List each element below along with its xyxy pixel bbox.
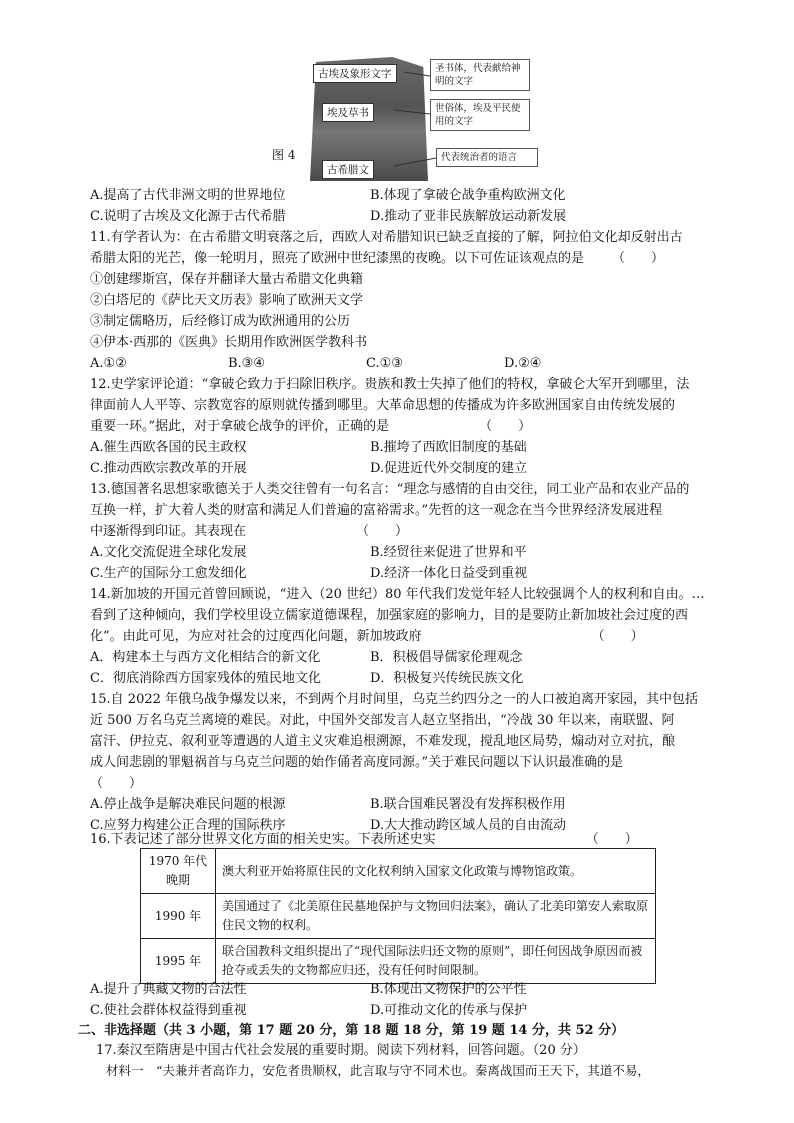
q10-option-b[interactable]: B.体现了拿破仑战争重构欧洲文化	[370, 188, 566, 203]
q15-stem-line: 成人间悲剧的罪魁祸首与乌克兰问题的始作俑者高度同源。”关于难民问题以下认识最准确的是	[90, 755, 624, 770]
q17-stem: 17.秦汉至隋唐是中国古代社会发展的重要时期。阅读下列材料，回答问题。（20 分）	[96, 1043, 586, 1058]
q13-option-c[interactable]: C.生产的国际分工愈发细化	[90, 566, 247, 581]
q10-options	[90, 185, 730, 227]
q10-option-a[interactable]: A.提高了古代非洲文明的世界地位	[90, 188, 286, 203]
q15-option-d[interactable]: D.大大推动跨区域人员的自由流动	[370, 818, 567, 833]
stone-label-hieroglyph: 古埃及象形文字	[313, 64, 397, 83]
q15-stem-line: 15.自 2022 年俄乌战争爆发以来，不到两个月时间里，乌克兰约四分之一的人口被迫离开家园，其中包括	[90, 692, 699, 707]
q14-stem-line: 14.新加坡的开国元首曾回顾说，“进入（20 世纪）80 年代我们发觉年轻人比较强调个人的权利和自由。…	[90, 587, 705, 602]
q11-item: ③制定儒略历，后经修订成为欧洲通用的公历	[90, 314, 351, 329]
question-13	[90, 479, 730, 584]
q11-stem-line: 希腊太阳的光芒，像一轮明月，照亮了欧洲中世纪漆黑的夜晚。以下可佐证该观点的是	[90, 251, 585, 266]
q11-stem-line: 11.有学者认为：在古希腊文明衰落之后，西欧人对希腊知识已缺乏直接的了解，阿拉伯文化却反射出古	[90, 230, 683, 245]
q13-option-d[interactable]: D.经济一体化日益受到重视	[370, 566, 528, 581]
q12-option-b[interactable]: B.摧垮了西欧旧制度的基础	[370, 440, 527, 455]
q10-option-c[interactable]: C.说明了古埃及文化源于古代希腊	[90, 209, 286, 224]
q17-material: 材料一 “夫兼并者高诈力，安危者贵顺权，此言取与守不同术也。秦离战国而王天下，其道不易，	[106, 1063, 650, 1078]
note-demotic: 世俗体，埃及平民使用的文字	[430, 99, 530, 131]
answer-paren[interactable]: （ ）	[356, 524, 409, 539]
q16-option-a[interactable]: A.提升了典藏文物的合法性	[90, 982, 247, 997]
answer-paren[interactable]: （ ）	[591, 629, 644, 644]
table-year: 1995 年	[141, 939, 216, 984]
q11-item: ②白塔尼的《萨比天文历表》影响了欧洲天文学	[90, 293, 364, 308]
answer-paren[interactable]: （ ）	[90, 776, 143, 791]
q14-option-c[interactable]: C．彻底消除西方国家残体的殖民地文化	[90, 671, 321, 686]
table-year: 1970 年代晚期	[141, 849, 216, 894]
q11-item: ①创建缪斯宫，保存并翻译大量古希腊文化典籍	[90, 272, 364, 287]
question-11	[90, 227, 730, 374]
q11-option-b[interactable]: B.③④	[228, 356, 265, 371]
table-text: 联合国教科文组织提出了“现代国际法归还文物的原则”，即任何因战争原因而被抢夺或丢失的文物都应归还，没有任何时间限制。	[216, 939, 656, 984]
question-14	[90, 584, 730, 689]
question-15	[90, 689, 730, 836]
table-row	[141, 894, 656, 939]
table-row	[141, 939, 656, 984]
answer-paren[interactable]: （ ）	[585, 832, 638, 847]
q15-option-a[interactable]: A.停止战争是解决难民问题的根源	[90, 797, 286, 812]
q13-stem-line: 互换一样，扩大着人类的财富和满足人们普遍的富裕需求。”先哲的这一观念在当今世界经济发展进程	[90, 503, 663, 518]
note-hieroglyph: 圣书体，代表献给神明的文字	[430, 59, 530, 91]
q15-stem-line: 富汗、伊拉克、叙利亚等遭遇的人道主义灾难追根溯源，不难发现，搅乱地区局势，煽动对立对抗，酿	[90, 734, 676, 749]
q15-stem-line: 近 500 万名乌克兰离境的难民。对此，中国外交部发言人赵立坚指出，“冷战 30 年以来，南联盟、阿	[90, 713, 675, 728]
q14-option-b[interactable]: B．积极倡导儒家伦理观念	[370, 650, 523, 665]
q12-option-d[interactable]: D.促进近代外交制度的建立	[370, 461, 528, 476]
q11-option-a[interactable]: A.①②	[90, 356, 127, 371]
q16-stem: 16.下表记述了部分世界文化方面的相关史实。下表所述史实	[90, 832, 436, 847]
question-16	[90, 829, 730, 850]
answer-paren[interactable]: （ ）	[479, 419, 532, 434]
note-greek: 代表统治者的语言	[436, 148, 538, 167]
history-table	[140, 848, 656, 984]
q14-option-d[interactable]: D．积极复兴传统民族文化	[370, 671, 524, 686]
q14-stem-line: 化”。由此可见，为应对社会的过度西化问题，新加坡政府	[90, 629, 422, 644]
table-row	[141, 849, 656, 894]
connector-lines	[0, 0, 794, 200]
q11-option-d[interactable]: D.②④	[504, 356, 542, 371]
q13-stem-line: 13.德国著名思想家歌德关于人类交往曾有一句名言：“理念与感情的自由交往，同工业产品和农业产品的	[90, 482, 690, 497]
figure-label: 图 4	[272, 148, 296, 162]
answer-paren[interactable]: （ ）	[612, 251, 665, 266]
section-heading: 二、非选择题（共 3 小题，第 17 题 20 分，第 18 题 18 分，第 19 题 14 分，共 52 分）	[78, 1023, 625, 1038]
q15-option-b[interactable]: B.联合国难民署没有发挥积极作用	[370, 797, 566, 812]
q16-option-b[interactable]: B.体现出文物保护的公平性	[370, 982, 527, 997]
q13-stem-line: 中逐渐得到印证。其表现在	[90, 524, 247, 539]
q16-option-c[interactable]: C.使社会群体权益得到重视	[90, 1003, 247, 1018]
q16-option-d[interactable]: D.可推动文化的传承与保护	[370, 1003, 528, 1018]
stone-label-demotic: 埃及草书	[322, 103, 374, 122]
q10-option-d[interactable]: D.推动了亚非民族解放运动新发展	[370, 209, 567, 224]
q11-option-c[interactable]: C.①③	[366, 356, 403, 371]
q16-options	[90, 979, 730, 1021]
q13-option-b[interactable]: B.经贸往来促进了世界和平	[370, 545, 527, 560]
q11-item: ④伊本·西那的《医典》长期用作欧洲医学教科书	[90, 335, 368, 350]
q12-option-c[interactable]: C.推动西欧宗教改革的开展	[90, 461, 247, 476]
q14-option-a[interactable]: A．构建本土与西方文化相结合的新文化	[90, 650, 321, 665]
table-text: 澳大利亚开始将原住民的文化权利纳入国家文化政策与博物馆政策。	[216, 849, 656, 894]
q12-option-a[interactable]: A.催生西欧各国的民主政权	[90, 440, 247, 455]
question-12	[90, 374, 730, 479]
q12-stem-line: 律面前人人平等、宗教宽容的原则就传播到哪里。大革命思想的传播成为许多欧洲国家自由传统发展的	[90, 398, 676, 413]
q12-stem-line: 重要一环。”据此，对于拿破仑战争的评价，正确的是	[90, 419, 390, 434]
q14-stem-line: 看到了这种倾向，我们学校里设立儒家道德课程，加强家庭的影响力，目的是要防止新加坡社会过度的西	[90, 608, 689, 623]
table-text: 美国通过了《北美原住民墓地保护与文物回归法案》，确认了北美印第安人索取原住民文物的权利。	[216, 894, 656, 939]
table-year: 1990 年	[141, 894, 216, 939]
q15-option-c[interactable]: C.应努力构建公正合理的国际秩序	[90, 818, 286, 833]
q12-stem-line: 12.史学家评论道：“拿破仑致力于扫除旧秩序。贵族和教士失掉了他们的特权，拿破仑大军开到哪里，法	[90, 377, 690, 392]
q13-option-a[interactable]: A.文化交流促进全球化发展	[90, 545, 247, 560]
stone-label-greek: 古希腊文	[322, 160, 374, 179]
